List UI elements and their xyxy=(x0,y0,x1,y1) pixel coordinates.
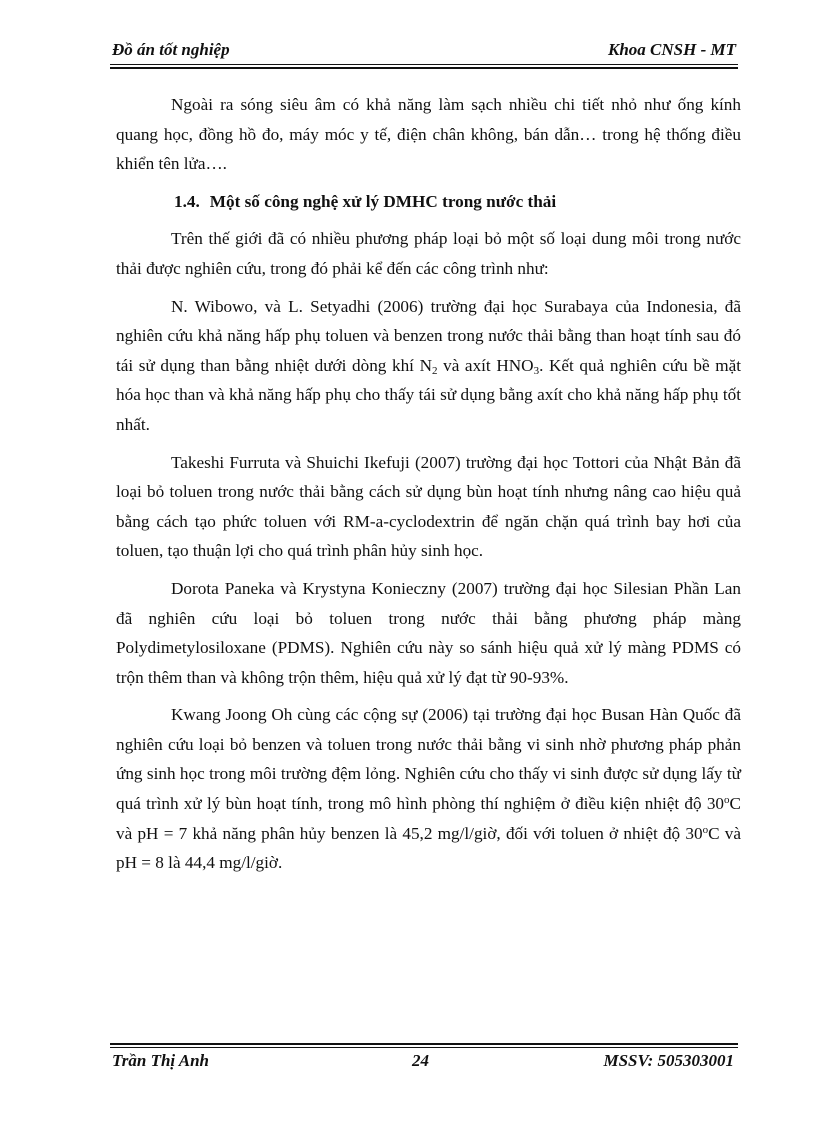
subscript-n2: 2 xyxy=(431,364,438,377)
paragraph-wibowo: N. Wibowo, và L. Setyadhi (2006) trường đại học Surabaya của Indonesia, đã nghiên cứu khả năng hấp phụ toluen và benzen trong nước thải bằng than hoạt tính sau đó tái sử dụng than bằng nhiệt dưới dòng khí $N_2$ và axít $HNO_3$. Kết quả nghiên cứu bề mặt hóa học than và khả năng hấp phụ cho thấy tái sử dụng bằng axít cho khả năng hấp phụ tốt nhất. xyxy=(116,296,741,434)
paragraph-intro: Trên thế giới đã có nhiều phương pháp loại bỏ một số loại dung môi trong nước thải được nghiên cứu, trong đó phải kể đến các công trình như: xyxy=(116,229,741,278)
subscript-hno3: 3 xyxy=(533,364,540,377)
section-title: Một số công nghệ xử lý DMHC trong nước thải xyxy=(209,191,557,211)
header-title-right: Khoa CNSH - MT xyxy=(608,40,736,59)
page-number: 24 xyxy=(412,1051,429,1070)
footer-author: Trần Thị Anh xyxy=(112,1051,210,1070)
footer-rule xyxy=(110,1047,738,1048)
footer-rule-thick xyxy=(110,1043,738,1045)
paragraph-furruta: Takeshi Furruta và Shuichi Ikefuji (2007) trường đại học Tottori của Nhật Bản đã loại bỏ toluen trong nước thải bằng cách sử dụng bùn hoạt tính nhưng nâng cao hiệu quả bằng cách tạo phức toluen với RM-a-cyclodextrin để ngăn chặn quá trình bay hơi của toluen, tạo thuận lợi cho quá trình phân hủy sinh học. xyxy=(116,452,741,561)
degree-superscript: o xyxy=(724,794,730,807)
degree-superscript: o xyxy=(702,823,709,836)
paragraph-ultrasound: Ngoài ra sóng siêu âm có khả năng làm sạch nhiều chi tiết nhỏ như ống kính quang học, đồng hồ đo, máy móc y tế, điện chân không, bán dẫn… trong hệ thống điều khiển tên lửa…. xyxy=(116,95,741,174)
page-body xyxy=(116,90,741,886)
paragraph-paneka: Dorota Paneka và Krystyna Konieczny (2007) trường đại học Silesian Phần Lan đã nghiên cứu loại bỏ toluen trong nước thải bằng phương pháp màng Polydimetylosiloxane (PDMS). Nghiên cứu này so sánh hiệu quả xử lý màng PDMS có trộn thêm than và không trộn thêm, hiệu quả xử lý đạt từ 90-93%. xyxy=(116,578,741,687)
section-number: 1.4. xyxy=(174,191,200,211)
header-rule xyxy=(110,64,738,65)
header-rule-thick xyxy=(110,67,738,69)
header-title-left: Đồ án tốt nghiệp xyxy=(112,40,230,59)
section-heading xyxy=(174,187,741,217)
paragraph-kwang: Kwang Joong Oh cùng các cộng sự (2006) tại trường đại học Busan Hàn Quốc đã nghiên cứu loại bỏ benzen và toluen trong nước thải bằng vi sinh nhờ phương pháp phản ứng sinh học trong môi trường đệm lỏng. Nghiên cứu cho thấy vi sinh được sử dụng lấy từ quá trình xử lý bùn hoạt tính, trong mô hình phòng thí nghiệm ở điều kiện nhiệt độ 30$^o$C và pH = 7 khả năng phân hủy benzen là 45,2 mg/l/giờ, đối với toluen ở nhiệt độ 30$^o$C và pH = 8 là 44,4 mg/l/giờ. xyxy=(116,705,741,873)
footer-student-id: MSSV: 505303001 xyxy=(603,1051,734,1070)
